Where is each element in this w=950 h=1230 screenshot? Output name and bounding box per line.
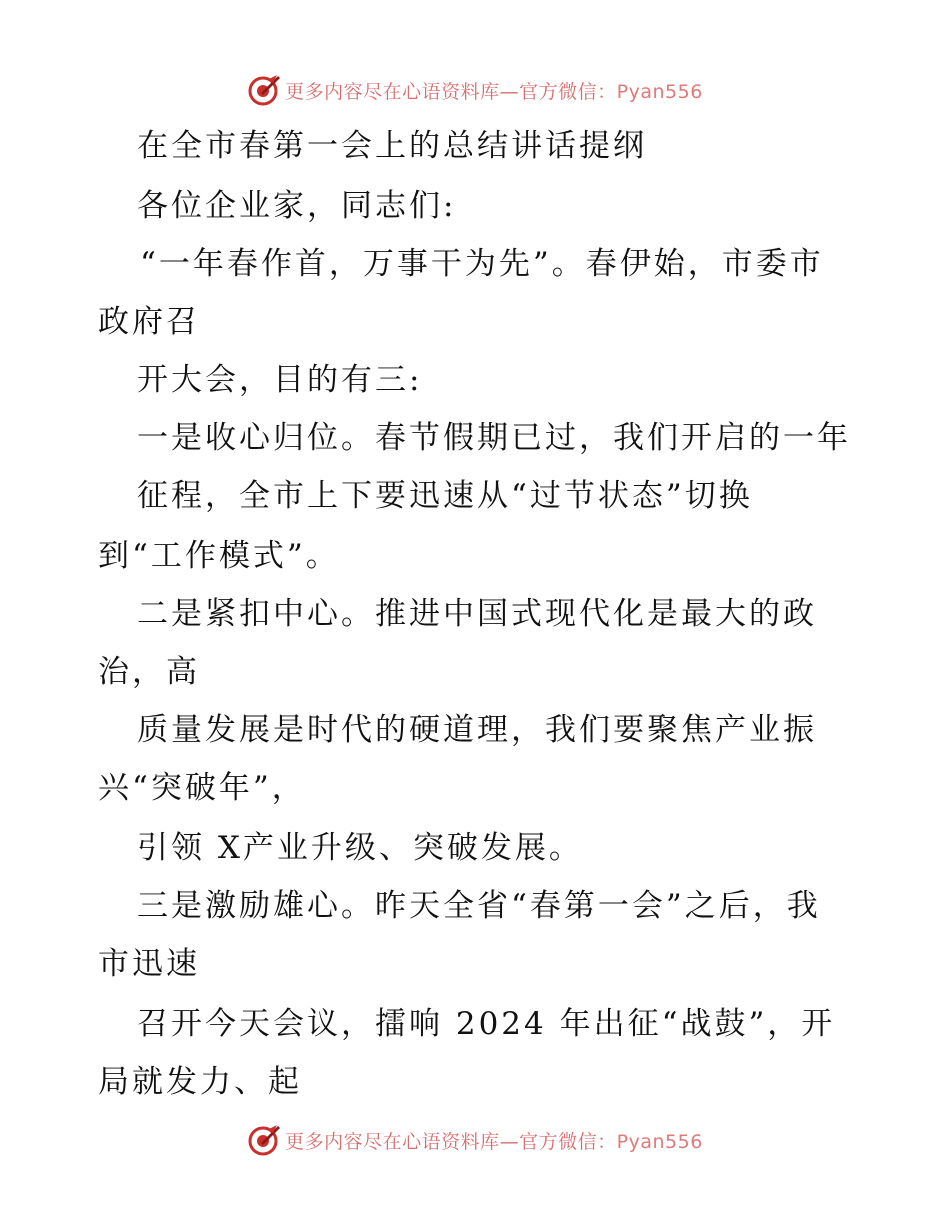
banner-text: [285, 1127, 703, 1154]
paragraph-line: 开大会，目的有三:: [137, 362, 423, 398]
paragraph-line: 治，高: [98, 654, 200, 690]
banner-label: 更多内容尽在心语资料库—官方微信：: [285, 80, 617, 103]
paragraph-line: 到“工作模式”。: [98, 538, 340, 574]
paragraph-line: 质量发展是时代的硬道理，我们要聚焦产业振: [137, 712, 817, 748]
paragraph-line: 二是紧扣中心。推进中国式现代化是最大的政: [137, 596, 817, 632]
quill-logo-icon: [247, 1123, 281, 1157]
banner-wechat-id: Pyan556: [616, 80, 703, 103]
paragraph-line: 召开今天会议，擂响 2024 年出征“战鼓”，开: [137, 1006, 836, 1042]
paragraph-line: 局就发力、起: [98, 1064, 302, 1100]
paragraph-line: 市迅速: [98, 946, 200, 982]
paragraph-line: 政府召: [98, 304, 200, 340]
paragraph-line: 三是激励雄心。昨天全省“春第一会”之后，我: [137, 888, 821, 924]
paragraph-line: 一是收心归位。春节假期已过，我们开启的一年: [137, 420, 851, 456]
paragraph-line: “一年春作首，万事干为先”。春伊始，市委市: [140, 246, 824, 282]
paragraph-line: 兴“突破年”，: [98, 770, 306, 806]
banner-label: 更多内容尽在心语资料库—官方微信：: [285, 1130, 617, 1153]
paragraph-line: 征程，全市上下要迅速从“过节状态”切换: [137, 478, 753, 514]
salutation: 各位企业家，同志们:: [137, 188, 457, 224]
paragraph-line: 引领 X产业升级、突破发展。: [137, 830, 583, 866]
document-title: 在全市春第一会上的总结讲话提纲: [137, 128, 647, 164]
banner-wechat-id: Pyan556: [616, 1130, 703, 1153]
footer-banner: [0, 1122, 950, 1158]
